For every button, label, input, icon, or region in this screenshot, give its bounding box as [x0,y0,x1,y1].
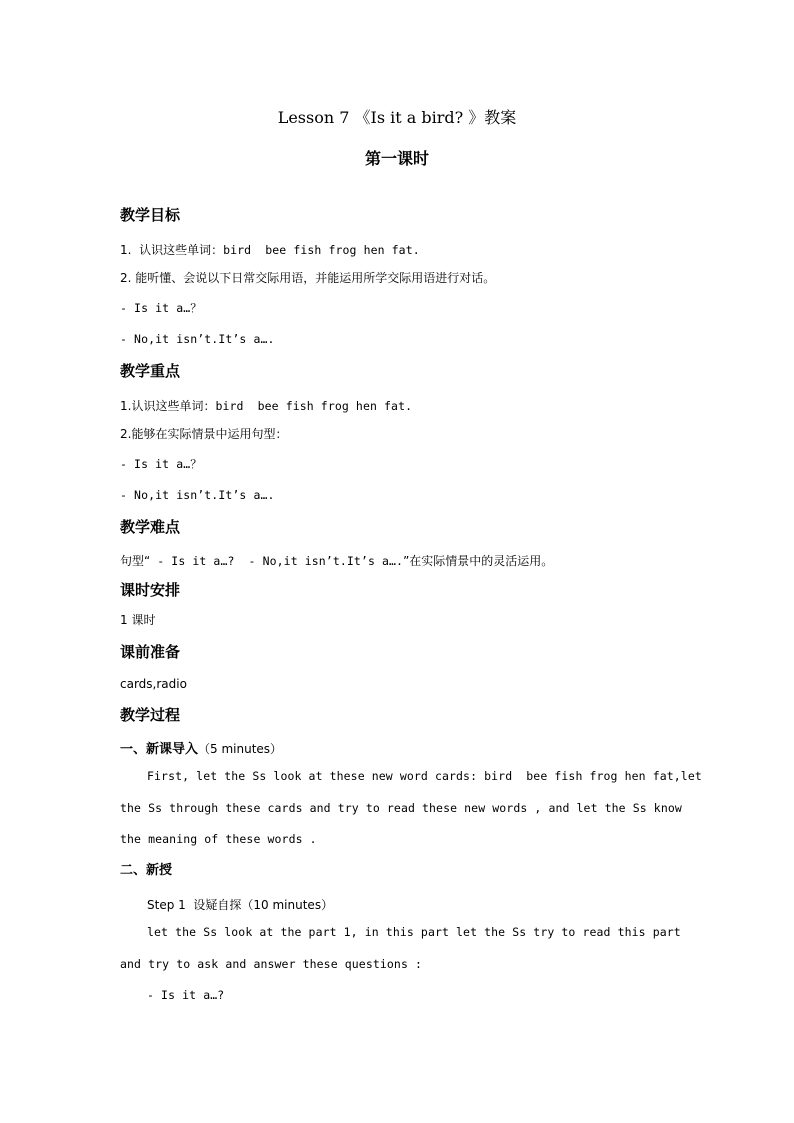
difficulties-text-sentence: - Is it a…? - No,it isn’t.It’s a…. [150,554,404,568]
objectives-line-1: - Is it a…？ [120,301,202,315]
process-part-1-paragraph-line-3: the meaning of these words . [120,832,317,846]
process-part-1-paragraph-line-2: the Ss through these cards and try to read these new words , and let the Ss know [120,801,682,815]
key-points-item-2: 2.能够在实际情景中运用句型： [120,427,288,441]
key-points-heading: 教学重点 [120,362,181,380]
objectives-heading: 教学目标 [120,206,181,224]
process-step-1-paragraph-line-2: and try to ask and answer these questions : [120,957,423,971]
difficulties-text-suffix: ”在实际情景中的灵活运用。 [403,554,554,568]
process-step-1-line [147,896,333,912]
process-step-1-label: Step 1 设疑自探 [147,898,242,912]
process-step-1-time: （10 minutes） [241,898,334,912]
process-part-1-heading: 一、新课导入 [120,742,199,757]
schedule-text: 1 课时 [120,613,156,627]
process-step-1-paragraph-line-1: let the Ss look at the part 1, in this part let the Ss try to read this part [147,925,681,939]
key-points-line-2: - No,it isn’t.It’s a…. [120,488,275,502]
process-step-1-question-1: - Is it a…? [147,988,225,1002]
key-points-item-1-words: bird bee fish frog hen fat. [215,399,413,413]
objectives-item-2: 2. 能听懂、会说以下日常交际用语，并能运用所学交际用语进行对话。 [120,271,496,285]
process-heading: 教学过程 [120,706,181,724]
objectives-line-2: - No,it isn’t.It’s a…. [120,332,275,346]
process-part-2-heading: 二、新授 [120,863,173,878]
difficulties-heading: 教学难点 [120,518,181,536]
preparation-text: cards,radio [120,677,187,691]
process-part-1-line [120,740,282,756]
preparation-heading: 课前准备 [120,643,181,661]
document-title: Lesson 7 《Is it a bird? 》教案 [277,108,517,127]
schedule-heading: 课时安排 [120,581,181,599]
document-subtitle: 第一课时 [364,149,429,168]
objectives-item-1-words: bird bee fish frog hen fat. [223,243,420,257]
process-part-1-paragraph-line-1: First, let the Ss look at these new word cards: bird bee fish frog hen fat,let [147,769,702,783]
key-points-item-1 [120,397,412,413]
objectives-item-1-prefix: 1. 认识这些单词： [120,243,224,257]
key-points-item-1-prefix: 1.认识这些单词： [120,399,216,413]
objectives-item-1 [120,241,420,257]
difficulties-text-prefix: 句型“ [120,554,151,568]
key-points-line-1: - Is it a…？ [120,457,202,471]
process-part-1-time: （5 minutes） [198,742,283,756]
difficulties-text [120,552,553,568]
